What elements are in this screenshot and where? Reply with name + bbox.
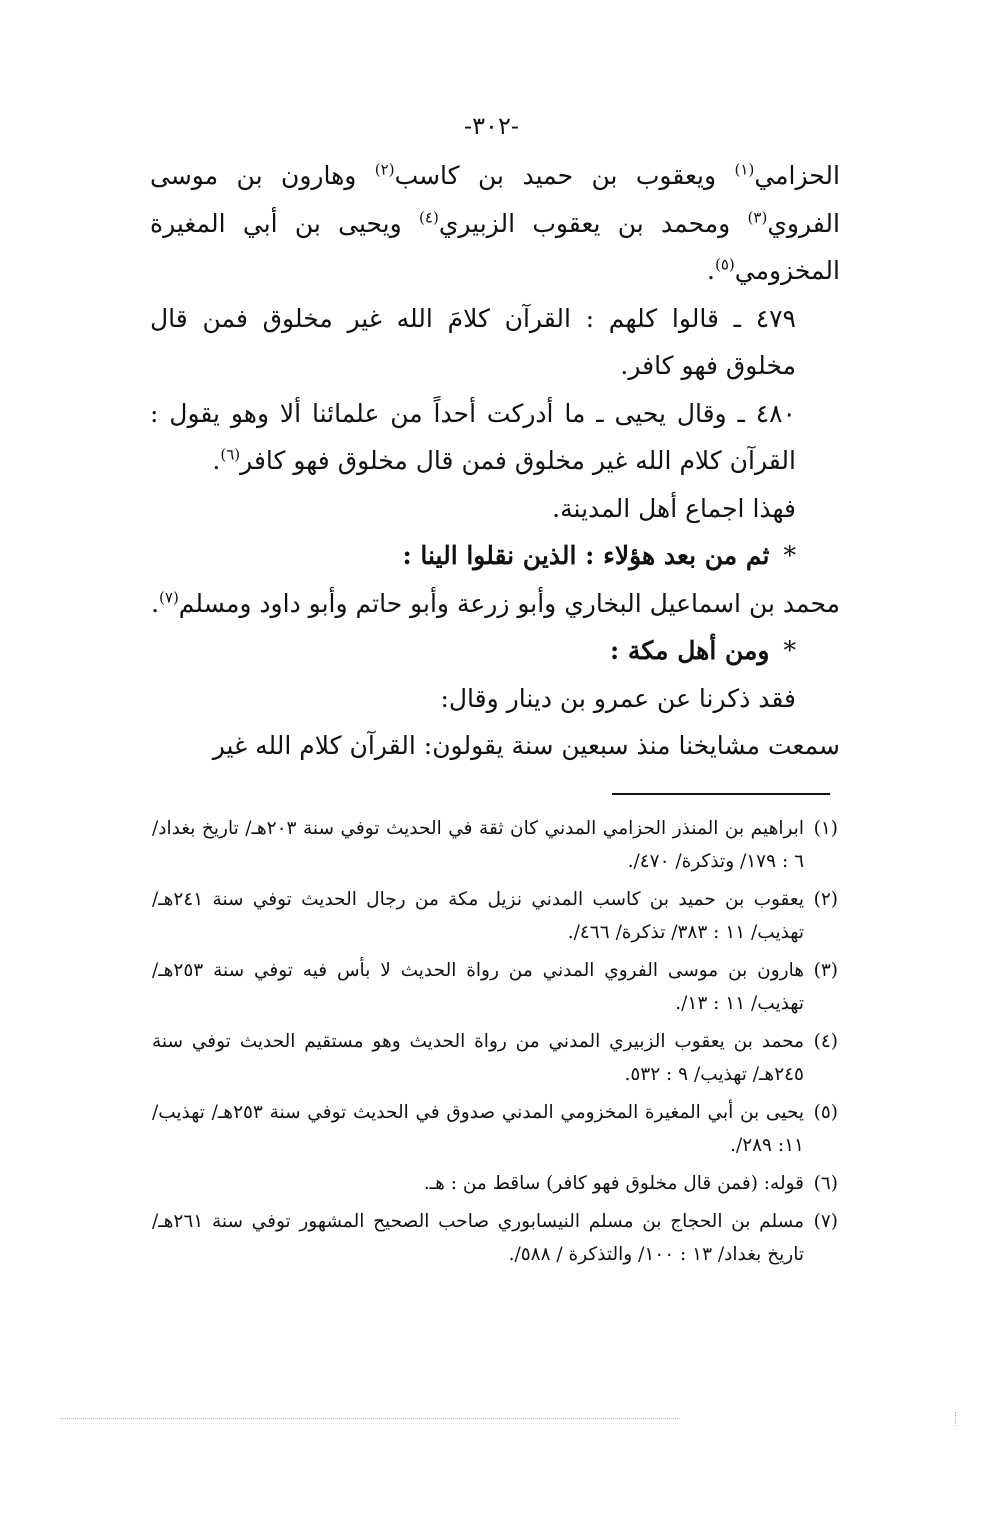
footnote-ref-1[interactable]: (١) xyxy=(734,160,755,179)
footnote-number: (٥) xyxy=(813,1102,838,1123)
text-span: ويعقوب بن حميد بن كاسب xyxy=(394,161,735,190)
footnote-ref-2[interactable]: (٢) xyxy=(374,160,395,179)
text-span: . xyxy=(212,446,221,475)
footnote-item xyxy=(152,883,838,949)
footnote-number: (٧) xyxy=(813,1211,838,1232)
footnote-text: ابراهيم بن المنذر الحزامي المدني كان ثقة في الحديث توفي سنة ٢٠٣هـ/ تاريخ بغداد/ ٦ : ١٧٩/ وتذكرة/ ٤٧٠/. xyxy=(152,818,804,872)
footnote-number: (٣) xyxy=(813,960,838,981)
text-span: محمد بن اسماعيل البخاري وأبو زرعة وأبو حاتم وأبو داود ومسلم xyxy=(178,588,840,618)
heading-text: ثم من بعد هؤلاء : الذين نقلوا الينا : xyxy=(402,541,770,570)
footnote-text: محمد بن يعقوب الزبيري المدني من رواة الحديث وهو مستقيم الحديث توفي سنة ٢٤٥هـ/ تهذيب/ ٩ : ٥٣٢. xyxy=(152,1031,804,1085)
text-span: ويحيى بن أبي المغيرة المخزومي xyxy=(150,208,840,285)
footnote-number: (٦) xyxy=(813,1173,838,1194)
footnote-number: (٤) xyxy=(813,1031,838,1052)
scan-edge-mark xyxy=(955,1412,956,1426)
text-span: ٤٨٠ ـ وقال يحيى ـ ما أدركت أحداً من علمائنا ألا وهو يقول : القرآن كلام الله غير مخلوق فمن قال مخلوق فهو كافر xyxy=(150,398,796,475)
footnote-item xyxy=(152,954,838,1020)
footnotes-section xyxy=(152,812,838,1276)
footnote-item xyxy=(152,1167,838,1200)
text-span: ومحمد بن يعقوب الزبيري xyxy=(438,208,748,238)
footnote-text: يحيى بن أبي المغيرة المخزومي المدني صدوق في الحديث توفي سنة ٢٥٣هـ/ تهذيب/ ١١: ٢٨٩/. xyxy=(152,1102,804,1156)
page-number: -٣٠٢- xyxy=(464,112,519,140)
heading-text: ومن أهل مكة : xyxy=(610,636,770,665)
main-text-body xyxy=(150,152,840,770)
paragraph-medina-consensus: فهذا اجماع أهل المدينة. xyxy=(552,493,796,523)
text-span: . xyxy=(707,256,715,285)
footnote-text: يعقوب بن حميد بن كاسب المدني نزيل مكة من رجال الحديث توفي سنة ٢٤١هـ/ تهذيب/ ١١ : ٣٨٣/ تذكرة/ ٤٦٦/. xyxy=(152,889,804,943)
footnote-number: (٢) xyxy=(813,889,838,910)
footnote-ref-5[interactable]: (٥) xyxy=(714,255,735,274)
footnote-item xyxy=(152,1096,838,1162)
paragraph-479: ٤٧٩ ـ قالوا كلهم : القرآن كلامَ الله غير مخلوق فمن قال مخلوق فهو كافر. xyxy=(150,303,796,380)
footnote-ref-3[interactable]: (٣) xyxy=(747,208,768,227)
paragraph-480 xyxy=(150,390,840,485)
footnote-text: هارون بن موسى الفروي المدني من رواة الحديث لا بأس فيه توفي سنة ٢٥٣هـ/ تهذيب/ ١١ : ١٣/. xyxy=(152,960,804,1014)
footnote-item xyxy=(152,1025,838,1091)
asterisk-bullet: * xyxy=(783,541,796,570)
text-span: . xyxy=(151,588,160,618)
section-heading-mecca xyxy=(150,627,840,675)
paragraph-transmitters-list xyxy=(150,580,840,628)
asterisk-bullet: * xyxy=(783,636,796,665)
footnote-text: مسلم بن الحجاج بن مسلم النيسابوري صاحب الصحيح المشهور توفي سنة ٢٦١هـ/ تاريخ بغداد/ ١٣ : ١٠٠/ والتذكرة / ٥٨٨/. xyxy=(152,1211,804,1265)
footnote-number: (١) xyxy=(813,818,838,839)
text-span: وهارون بن موسى الفروي xyxy=(150,161,840,238)
paragraph-narrators-list xyxy=(150,152,840,295)
footnote-text: قوله: (فمن قال مخلوق فهو كافر) ساقط من : هـ. xyxy=(423,1173,804,1194)
text-span: الحزامي xyxy=(754,161,840,190)
section-heading-transmitters xyxy=(150,532,840,580)
paragraph-shaykhs-quote: سمعت مشايخنا منذ سبعين سنة يقولون: القرآن كلام الله غير xyxy=(212,731,840,760)
footnote-separator xyxy=(612,793,830,795)
footnote-item xyxy=(152,1205,838,1271)
footnote-ref-7[interactable]: (٧) xyxy=(159,588,179,607)
footnote-item xyxy=(152,812,838,878)
footnote-ref-4[interactable]: (٤) xyxy=(419,208,439,227)
footnote-ref-6[interactable]: (٦) xyxy=(220,445,241,464)
scan-dotted-edge xyxy=(60,1418,680,1419)
paragraph-amr-ibn-dinar: فقد ذكرنا عن عمرو بن دينار وقال: xyxy=(440,683,796,713)
